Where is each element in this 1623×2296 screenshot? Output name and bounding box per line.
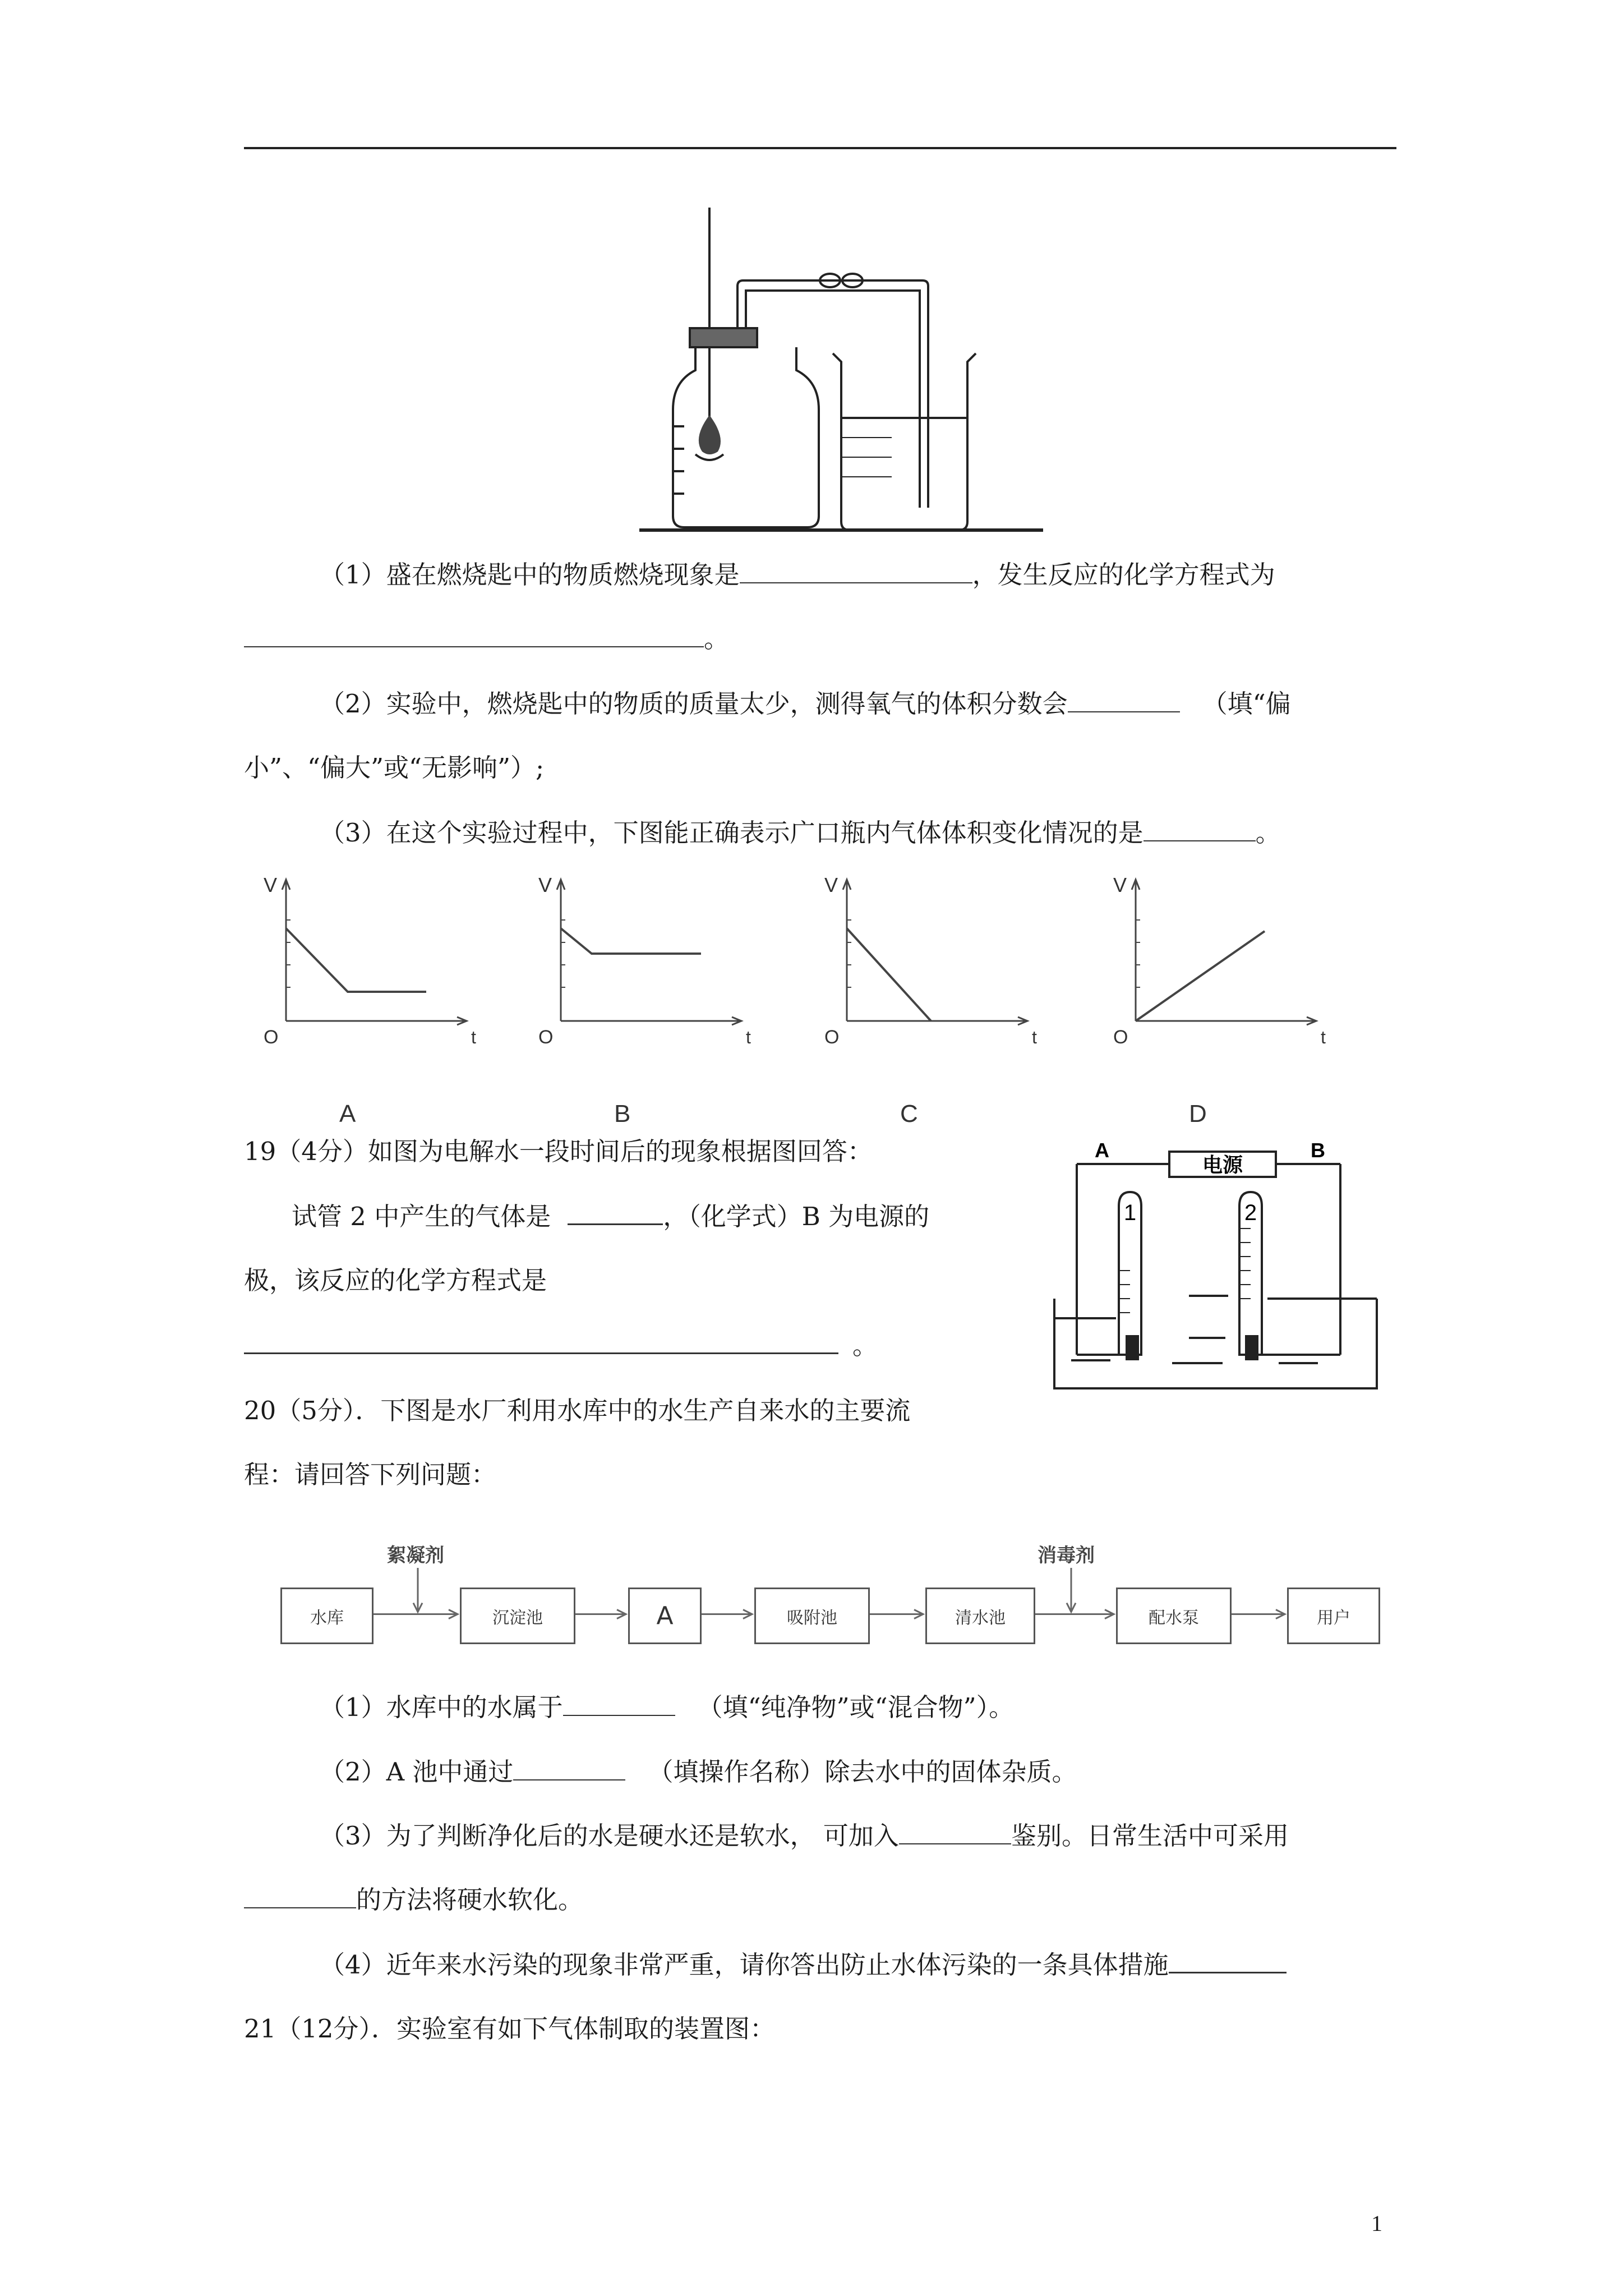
flow-arrow xyxy=(374,1610,458,1619)
flow-box: 吸附池 xyxy=(754,1588,870,1644)
tube-2-label: 2 xyxy=(1244,1200,1257,1225)
axis-label-t: t xyxy=(471,1027,476,1047)
q20-s3-blank-2[interactable] xyxy=(244,1885,356,1908)
q19-line3: 极，该反应的化学方程式是 xyxy=(244,1266,547,1295)
q20-s3-text-c: 的方法将硬水软化。 xyxy=(356,1885,584,1915)
apparatus-figure xyxy=(639,202,1043,539)
volume-curve xyxy=(1136,931,1265,1021)
axis-label-v: V xyxy=(538,873,552,896)
volume-curve xyxy=(286,928,426,992)
flow-box: 清水池 xyxy=(925,1588,1035,1644)
graph-option-label: C xyxy=(900,1100,918,1128)
power-label-a: A xyxy=(1095,1139,1109,1162)
flow-box: A xyxy=(628,1588,702,1644)
flow-box: 用户 xyxy=(1287,1588,1380,1644)
q18-s1-equation-blank[interactable] xyxy=(244,624,704,647)
q20-s1-text-b: （填“纯净物”或“混合物”）。 xyxy=(697,1692,1015,1722)
graph-option-label: A xyxy=(339,1100,356,1128)
q20-s3-text: （3）为了判断净化后的水是硬水还是软水， 可加入 xyxy=(320,1821,899,1851)
q20-s1-text: （1）水库中的水属于 xyxy=(320,1692,563,1722)
q20-s2-text: （2）A 池中通过 xyxy=(320,1757,514,1787)
q20-s2-blank[interactable] xyxy=(513,1757,625,1780)
disinfectant-label: 消毒剂 xyxy=(1038,1544,1095,1567)
axis-label-t: t xyxy=(1032,1027,1037,1047)
q20-s3-blank[interactable] xyxy=(899,1821,1011,1844)
q20-s2-text-b: （填操作名称）除去水中的固体杂质。 xyxy=(648,1757,1077,1787)
graph-option-label: D xyxy=(1189,1100,1207,1128)
q18-s3-blank[interactable] xyxy=(1144,818,1256,841)
q20-s4-blank[interactable] xyxy=(1169,1949,1287,1973)
q18-s3-text: （3）在这个实验过程中，下图能正确表示广口瓶内气体体积变化情况的是 xyxy=(320,818,1144,848)
q18-s2-text: （2）实验中，燃烧匙中的物质的质量太少，测得氧气的体积分数会 xyxy=(320,689,1068,719)
axis-origin: O xyxy=(1113,1027,1128,1048)
q20-s4-text: （4）近年来水污染的现象非常严重，请你答出防止水体污染的一条具体措施 xyxy=(320,1950,1169,1980)
q19-title: 19（4分）如图为电解水一段时间后的现象根据图回答： xyxy=(244,1137,873,1166)
axis-label-t: t xyxy=(1321,1027,1326,1047)
q18-s2-blank[interactable] xyxy=(1068,689,1180,712)
flow-arrow xyxy=(1232,1610,1285,1619)
power-label-b: B xyxy=(1311,1139,1325,1162)
axis-label-v: V xyxy=(1113,873,1127,896)
flow-arrow xyxy=(870,1610,923,1619)
tube-1-label: 1 xyxy=(1123,1200,1137,1225)
q20-s3-text-b: 鉴别。日常生活中可采用 xyxy=(1011,1821,1289,1851)
q18-s2-text-c: 小”、“偏大”或“无影响”）; xyxy=(244,753,545,783)
axis-origin: O xyxy=(264,1027,279,1048)
page-number: 1 xyxy=(1371,2211,1382,2236)
q21-line1: 21（12分）．实验室有如下气体制取的装置图： xyxy=(244,2014,776,2044)
coagulant-label: 絮凝剂 xyxy=(387,1544,444,1567)
flow-box: 水库 xyxy=(280,1588,374,1644)
q18-s3-end: 。 xyxy=(1255,818,1281,848)
flow-box: 配水泵 xyxy=(1116,1588,1232,1644)
q19-line4-end: 。 xyxy=(852,1331,878,1360)
volume-curve xyxy=(847,928,931,1021)
q19-equation-blank[interactable] xyxy=(244,1330,838,1354)
q19-gas-blank[interactable] xyxy=(568,1201,663,1225)
coagulant-arrow xyxy=(413,1568,422,1612)
axis-label-t: t xyxy=(746,1027,751,1047)
axis-label-v: V xyxy=(264,873,278,896)
flow-arrow xyxy=(702,1610,752,1619)
volume-curve xyxy=(561,928,701,954)
q20-s1-blank[interactable] xyxy=(563,1692,675,1716)
graph-option-label: B xyxy=(614,1100,631,1128)
q18-s1-blank[interactable] xyxy=(740,560,972,583)
disinfectant-arrow xyxy=(1067,1568,1076,1612)
header-rule xyxy=(244,147,1396,149)
q20-line1: 20（5分）．下图是水厂利用水库中的水生产自来水的主要流 xyxy=(244,1396,911,1425)
power-source-label: 电源 xyxy=(1202,1154,1243,1177)
q18-s1-text-b: ，发生反应的化学方程式为 xyxy=(972,560,1275,590)
axis-origin: O xyxy=(538,1027,554,1048)
flow-arrow xyxy=(1035,1610,1114,1619)
q20-line2: 程：请回答下列问题： xyxy=(244,1460,497,1489)
q19-line2-text: 试管 2 中产生的气体是 xyxy=(292,1202,551,1231)
q18-s2-text-b: （填“偏 xyxy=(1202,689,1291,719)
flow-box: 沉淀池 xyxy=(460,1588,575,1644)
q19-line2-text-b: ，（化学式）B 为电源的 xyxy=(663,1202,930,1231)
flow-arrow xyxy=(575,1610,626,1619)
axis-label-v: V xyxy=(824,873,838,896)
q18-s1-end: 。 xyxy=(704,624,730,654)
electrolysis-diagram xyxy=(1054,1139,1391,1405)
q18-s1-text: （1）盛在燃烧匙中的物质燃烧现象是 xyxy=(320,560,740,590)
axis-origin: O xyxy=(824,1027,840,1048)
